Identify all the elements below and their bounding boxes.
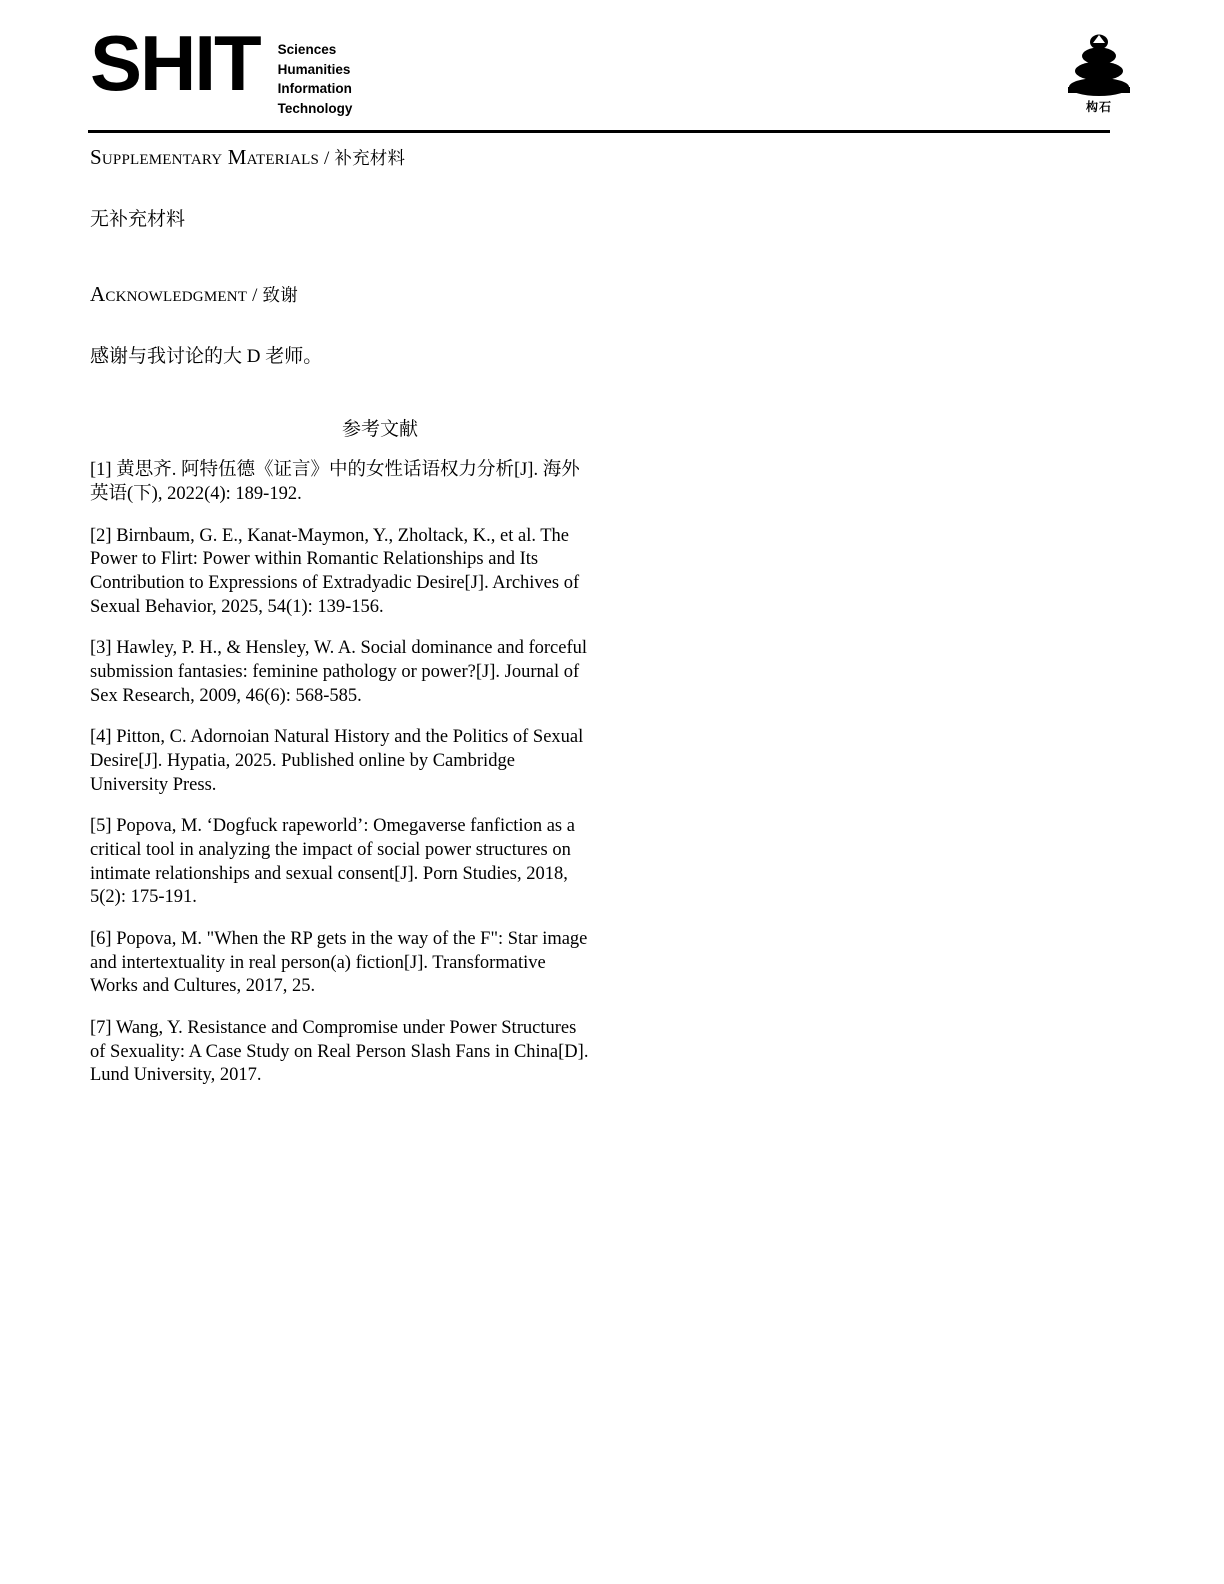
references-title: 参考文献: [341, 419, 418, 441]
journal-logo: [90, 19, 353, 118]
journal-logo-expansion: [278, 40, 353, 118]
logo-expansion-line-3: Information: [277, 81, 352, 97]
supplementary-heading-separator: /: [319, 148, 335, 169]
references-list: [90, 459, 590, 1088]
acknowledgment-heading-en: Acknowledgment: [90, 282, 248, 307]
stacked-stones-icon: [1064, 32, 1134, 96]
masthead-divider: [88, 130, 1110, 133]
acknowledgment-heading-separator: /: [247, 285, 263, 307]
reference-item: [5] Popova, M. ‘Dogfuck rapeworld’: Omegaverse fanfiction as a critical tool in analyzing the impact of social power structures on intimate relationships and sexual consent[J]. Porn Studies, 2018, 5(2): 175-191.: [90, 816, 575, 908]
journal-masthead: [90, 19, 1134, 128]
reference-item: [7] Wang, Y. Resistance and Compromise under Power Structures of Sexuality: A Case Study on Real Person Slash Fans in China[D]. Lund University, 2017.: [90, 1017, 589, 1086]
acknowledgment-heading: [90, 281, 1120, 309]
reference-item: [6] Popova, M. "When the RP gets in the way of the F": Star image and intertextuality in real person(a) fiction[J]. Transformative Works and Cultures, 2017, 25.: [90, 928, 588, 997]
logo-expansion-line-2: Humanities: [277, 61, 351, 77]
acknowledgment-body: 感谢与我讨论的大 D 老师。: [90, 345, 323, 367]
supplementary-heading-en: Supplementary Materials: [90, 145, 320, 169]
reference-item: [1] 黄思齐. 阿特伍德《证言》中的女性话语权力分析[J]. 海外英语(下), 2022(4): 189-192.: [90, 460, 580, 504]
journal-logo-wordmark: SHIT: [90, 19, 260, 107]
publisher-name: 构石: [1085, 100, 1112, 114]
reference-item: [3] Hawley, P. H., & Hensley, W. A. Social dominance and forceful submission fantasies: feminine pathology or power?[J]. Journal of Sex Research, 2009, 46(6): 568-585.: [90, 638, 587, 706]
supplementary-heading: [90, 144, 1120, 172]
acknowledgment-heading-cn: 致谢: [262, 285, 298, 306]
logo-expansion-line-4: Technology: [277, 100, 353, 116]
logo-expansion-line-1: Sciences: [277, 42, 337, 57]
supplementary-body: 无补充材料: [90, 208, 186, 230]
document-content: [90, 144, 1120, 1088]
publisher-mark: [1058, 32, 1140, 118]
reference-item: [4] Pitton, C. Adornoian Natural History and the Politics of Sexual Desire[J]. Hypatia, 2025. Published online by Cambridge University Press.: [90, 727, 584, 795]
reference-item: [2] Birnbaum, G. E., Kanat-Maymon, Y., Zholtack, K., et al. The Power to Flirt: Power within Romantic Relationships and Its Contribution to Expressions of Extradyadic Desire[J]. Archives of Sexual Behavior, 2025, 54(1): 139-156.: [90, 525, 580, 617]
supplementary-heading-cn: 补充材料: [334, 148, 406, 168]
